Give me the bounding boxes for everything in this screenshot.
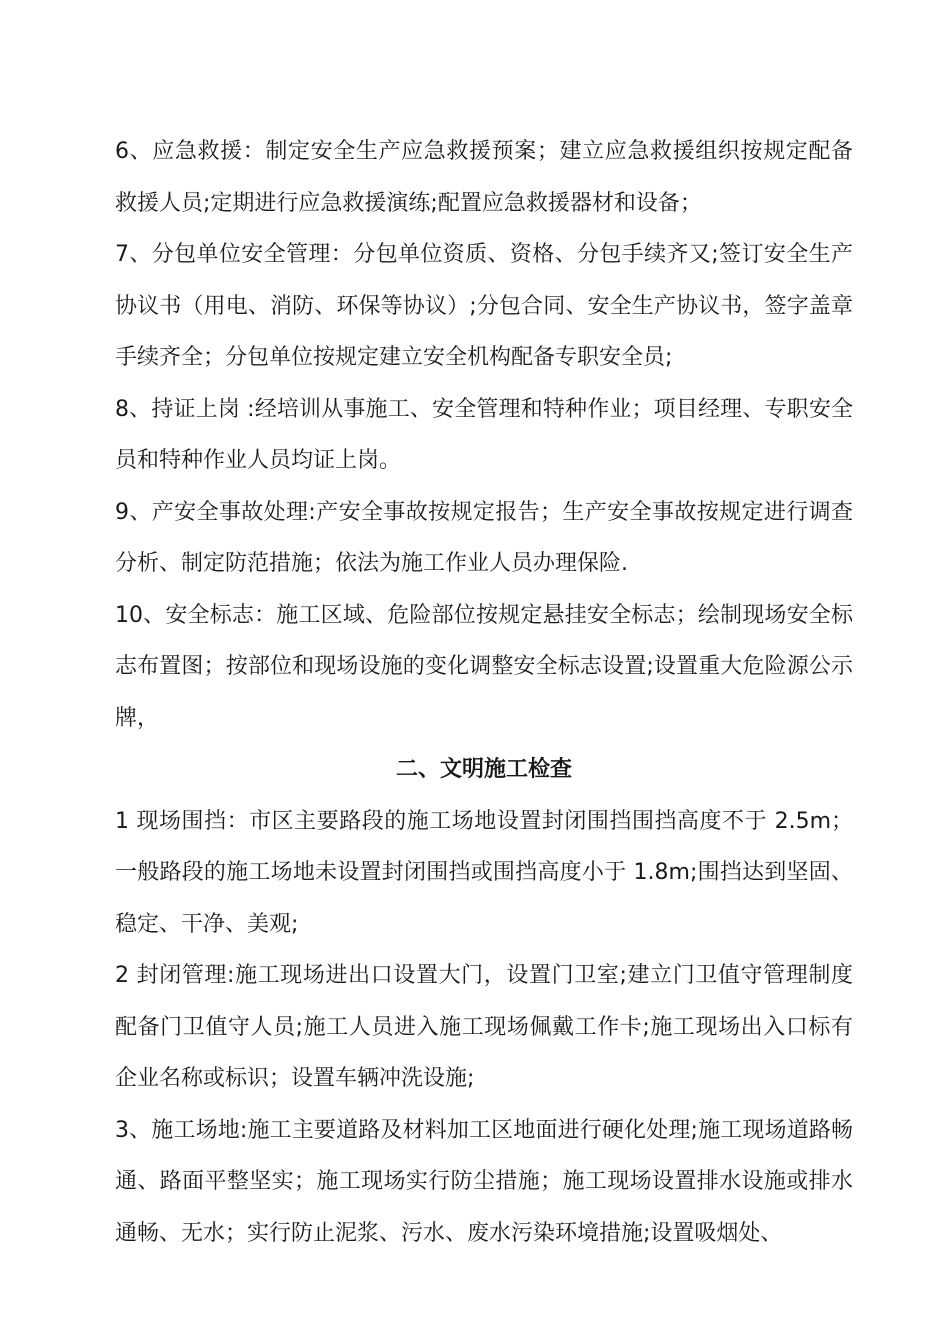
paragraph-accident-handling: 9、产安全事故处理:产安全事故按规定报告；生产安全事故按规定进行调查分析、制定防范措施；依法为施工作业人员办理保险.: [115, 499, 853, 576]
document-body: [115, 126, 853, 1259]
paragraph-emergency-rescue: 6、应急救援：制定安全生产应急救援预案；建立应急救援组织按规定配备救援人员;定期进行应急救援演练;配置应急救援器材和设备；: [115, 139, 853, 216]
paragraph-safety-signs: 10、安全标志：施工区域、危险部位按规定悬挂安全标志；绘制现场安全标志布置图；按部位和现场设施的变化调整安全标志设置;设置重大危险源公示牌，: [115, 602, 853, 731]
paragraph-certified-posts: 8、持证上岗 :经培训从事施工、安全管理和特种作业；项目经理、专职安全员和特种作业人员均证上岗。: [115, 396, 853, 473]
paragraph-construction-site: 3、施工场地:施工主要道路及材料加工区地面进行硬化处理;施工现场道路畅通、路面平整坚实；施工现场实行防尘措施；施工现场设置排水设施或排水通畅、无水；实行防止泥浆、污水、废水污染环境措施;设置吸烟处、: [115, 1117, 853, 1246]
section-heading: 二、文明施工检查: [395, 757, 572, 782]
paragraph-closed-management: 2 封闭管理:施工现场进出口设置大门，设置门卫室;建立门卫值守管理制度配备门卫值守人员;施工人员进入施工现场佩戴工作卡;施工现场出入口标有企业名称或标识；设置车辆冲洗设施;: [115, 963, 853, 1091]
paragraph-subcontractor-safety: 7、分包单位安全管理：分包单位资质、资格、分包手续齐又;签订安全生产协议书（用电、消防、环保等协议）;分包合同、安全生产协议书，签字盖章手续齐全；分包单位按规定建立安全机构配备专职安全员;: [115, 242, 853, 370]
paragraph-site-enclosure: 1 现场围挡：市区主要路段的施工场地设置封闭围挡围挡高度不于 2.5m；一般路段的施工场地未设置封闭围挡或围挡高度小于 1.8m;围挡达到坚固、稳定、干净、美观;: [115, 808, 853, 937]
